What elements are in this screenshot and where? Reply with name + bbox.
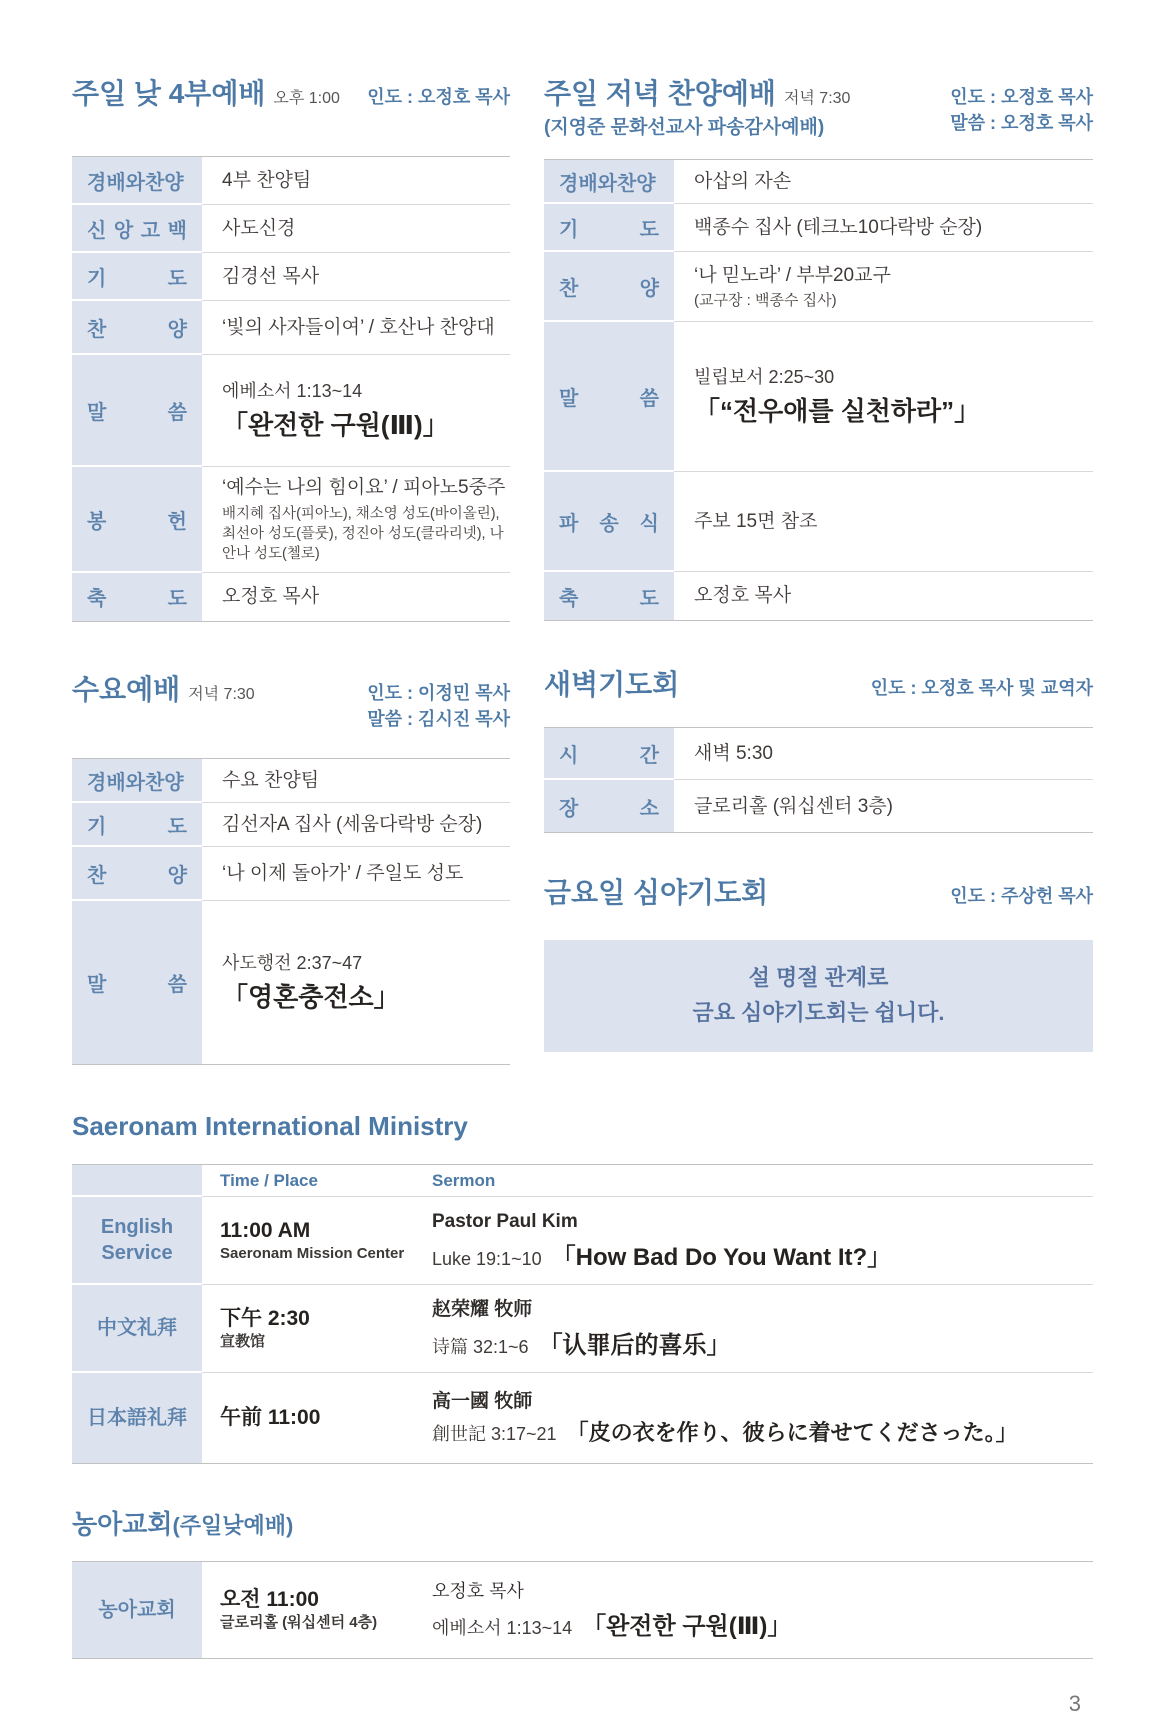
row-label: 경배와찬양 bbox=[72, 157, 202, 205]
wednesday-leader2: 말씀 : 김시진 목사 bbox=[367, 708, 510, 729]
sermon-cell: 高一國 牧師 創世記 3:17~21 「皮の衣を作り、彼らに着せてくださった。」 bbox=[432, 1390, 1018, 1446]
right-column bbox=[544, 78, 1093, 1065]
row-value: 김경선 목사 bbox=[202, 253, 510, 301]
dawn-table bbox=[544, 727, 1093, 833]
row-value: ‘빛의 사자들이여’ / 호산나 찬양대 bbox=[202, 301, 510, 355]
row-label: 경배와찬양 bbox=[544, 160, 674, 204]
row-label: 찬 양 bbox=[544, 252, 674, 322]
sunday4-header bbox=[72, 78, 510, 110]
top-columns bbox=[72, 78, 1093, 1065]
row-value bbox=[202, 355, 510, 467]
table-row bbox=[72, 301, 510, 355]
row-label: 기 도 bbox=[544, 204, 674, 252]
table-row bbox=[544, 780, 1093, 832]
intl-row-english bbox=[72, 1197, 1093, 1285]
scripture-ref: 에베소서 1:13~14 bbox=[222, 380, 363, 401]
evening-time: 저녁 7:30 bbox=[783, 90, 851, 107]
row-label: 찬 양 bbox=[72, 847, 202, 901]
row-label: 시 간 bbox=[544, 728, 674, 780]
scripture-ref: 사도행전 2:37~47 bbox=[222, 952, 363, 973]
wednesday-leader1: 인도 : 이정민 목사 bbox=[367, 682, 510, 703]
row-value bbox=[202, 901, 510, 1064]
table-row bbox=[72, 157, 510, 205]
sermon-cell: Pastor Paul Kim Luke 19:1~10 「How Bad Do You Want It?」 bbox=[414, 1197, 1093, 1285]
table-row bbox=[72, 847, 510, 901]
row-label: 경배와찬양 bbox=[72, 759, 202, 803]
row-value: ‘나 믿노라’ / 부부20교구 (교구장 : 백종수 집사) bbox=[674, 252, 1093, 322]
wednesday-title-wrap bbox=[72, 674, 255, 706]
row-label: 기 도 bbox=[72, 803, 202, 847]
sermon-title: 「“전우애를 실천하라”」 bbox=[694, 396, 981, 427]
intl-header-row bbox=[72, 1165, 1093, 1197]
row-label: 축 도 bbox=[544, 572, 674, 620]
friday-title: 금요일 심야기도회 bbox=[544, 877, 769, 909]
evening-leader1: 인도 : 오정호 목사 bbox=[950, 87, 1093, 107]
deaf-title: 농아교회(주일낮예배) bbox=[72, 1509, 294, 1540]
wednesday-table bbox=[72, 758, 510, 1065]
notice-line2: 금요 심야기도회는 쉽니다. bbox=[692, 999, 945, 1025]
wednesday-time: 저녁 7:30 bbox=[188, 685, 255, 703]
row-value: 백종수 집사 (테크노10다락방 순장) bbox=[674, 204, 1093, 252]
sermon-title: 「영혼충전소」 bbox=[222, 981, 400, 1012]
row-label: 파 송 식 bbox=[544, 472, 674, 572]
table-row bbox=[72, 759, 510, 803]
row-label: 말 씀 bbox=[544, 322, 674, 472]
intl-title: Saeronam International Ministry bbox=[72, 1111, 468, 1142]
intl-table bbox=[72, 1164, 1093, 1464]
sermon-cell: 오정호 목사 에베소서 1:13~14 「완전한 구원(Ⅲ)」 bbox=[432, 1581, 792, 1640]
row-label: 신 앙 고 백 bbox=[72, 205, 202, 253]
sermon-cell: 赵荣耀 牧师 诗篇 32:1~6 「认罪后的喜乐」 bbox=[414, 1285, 1093, 1373]
intl-header-blank bbox=[72, 1165, 202, 1197]
table-row bbox=[72, 573, 510, 621]
district-leader: (교구장 : 백종수 집사) bbox=[694, 291, 837, 309]
time-place-cell: 11:00 AM Saeronam Mission Center bbox=[202, 1197, 414, 1285]
intl-col-time-header: Time / Place bbox=[202, 1165, 414, 1197]
table-row bbox=[544, 204, 1093, 252]
row-value: 오정호 목사 bbox=[694, 585, 792, 607]
row-value: 새벽 5:30 bbox=[674, 728, 1093, 780]
wednesday-header bbox=[72, 674, 510, 732]
row-label: 말 씀 bbox=[72, 355, 202, 467]
table-row bbox=[544, 572, 1093, 620]
deaf-table bbox=[72, 1561, 1093, 1659]
table-row bbox=[72, 355, 510, 467]
intl-col-sermon-header: Sermon bbox=[414, 1165, 1093, 1197]
row-label: 찬 양 bbox=[72, 301, 202, 355]
row-value: ‘예수는 나의 힘이요’ / 피아노5중주 배지혜 집사(피아노), 채소영 성도(바이올린), 최선아 성도(플룻), 정진아 성도(클라리넷), 나안나 성도(첼로) bbox=[202, 467, 510, 573]
row-value bbox=[674, 322, 1093, 472]
evening-title: 주일 저녁 찬양예배 bbox=[544, 78, 776, 109]
wednesday-title: 수요예배 bbox=[72, 673, 181, 705]
row-label: 축 도 bbox=[72, 573, 202, 621]
table-row bbox=[72, 253, 510, 301]
friday-leader: 인도 : 주상헌 목사 bbox=[950, 886, 1093, 907]
row-value: 수요 찬양팀 bbox=[202, 759, 510, 803]
page-number: 3 bbox=[1068, 1691, 1081, 1717]
row-value: ‘나 이제 돌아가’ / 주일도 성도 bbox=[202, 847, 510, 901]
intl-row-japanese bbox=[72, 1373, 1093, 1463]
scripture-ref: 빌립보서 2:25~30 bbox=[694, 366, 835, 387]
dawn-title: 새벽기도회 bbox=[544, 669, 680, 701]
row-value: 주보 15면 참조 bbox=[674, 472, 1093, 572]
sunday4-time: 오후 1:00 bbox=[273, 90, 340, 107]
time-place-cell: 오전 11:00 글로리홀 (워십센터 4층) bbox=[220, 1588, 378, 1632]
table-row bbox=[544, 728, 1093, 780]
time-place-cell: 下午 2:30 宣教馆 bbox=[202, 1285, 414, 1373]
notice-line1: 설 명절 관계로 bbox=[748, 965, 889, 991]
left-column bbox=[72, 78, 510, 1065]
dawn-leader: 인도 : 오정호 목사 및 교역자 bbox=[870, 678, 1093, 699]
row-value: 글로리홀 (워십센터 3층) bbox=[694, 795, 893, 817]
row-value: 4부 찬양팀 bbox=[202, 157, 510, 205]
evening-header bbox=[544, 78, 1093, 139]
row-value: 오정호 목사 bbox=[222, 586, 320, 607]
table-row bbox=[72, 901, 510, 1064]
table-row bbox=[544, 160, 1093, 204]
evening-leader2: 말씀 : 오정호 목사 bbox=[950, 113, 1093, 134]
table-row bbox=[544, 322, 1093, 472]
time-place-cell: 午前 11:00 bbox=[220, 1405, 321, 1429]
row-label: 말 씀 bbox=[72, 901, 202, 1064]
dawn-header bbox=[544, 669, 1093, 701]
service-label: English Service bbox=[72, 1197, 202, 1285]
row-value: 김선자A 집사 (세움다락방 순장) bbox=[202, 803, 510, 847]
wednesday-leaders bbox=[367, 674, 510, 732]
intl-row-chinese bbox=[72, 1285, 1093, 1373]
evening-leaders bbox=[950, 78, 1093, 136]
table-row bbox=[544, 472, 1093, 572]
row-label: 봉 헌 bbox=[72, 467, 202, 573]
row-value: 아삽의 자손 bbox=[674, 160, 1093, 204]
sunday4-leader: 인도 : 오정호 목사 bbox=[367, 87, 510, 107]
sunday4-title-wrap bbox=[72, 78, 340, 110]
evening-table bbox=[544, 159, 1093, 621]
service-label: 농아교회 bbox=[72, 1562, 202, 1658]
row-value: 사도신경 bbox=[202, 205, 510, 253]
table-row bbox=[544, 252, 1093, 322]
table-row bbox=[72, 467, 510, 573]
offering-performers: 배지혜 집사(피아노), 채소영 성도(바이올린), 최선아 성도(플룻), 정진아 성도(클라리넷), 나안나 성도(첼로) bbox=[222, 505, 504, 562]
friday-header bbox=[544, 877, 1093, 909]
table-row bbox=[72, 803, 510, 847]
service-label: 中文礼拜 bbox=[72, 1285, 202, 1373]
sermon-title: 「완전한 구원(Ⅲ)」 bbox=[222, 410, 449, 441]
evening-subtitle: (지영준 문화선교사 파송감사예배) bbox=[544, 117, 825, 139]
row-label: 기 도 bbox=[72, 253, 202, 301]
table-row bbox=[72, 205, 510, 253]
evening-title-wrap bbox=[544, 78, 850, 139]
service-label: 日本語礼拜 bbox=[72, 1373, 202, 1463]
deaf-row bbox=[72, 1562, 1093, 1658]
sunday4-table bbox=[72, 156, 510, 622]
row-label: 장 소 bbox=[544, 780, 674, 832]
sunday4-title: 주일 낮 4부예배 bbox=[72, 78, 266, 109]
friday-notice-box bbox=[544, 940, 1093, 1052]
